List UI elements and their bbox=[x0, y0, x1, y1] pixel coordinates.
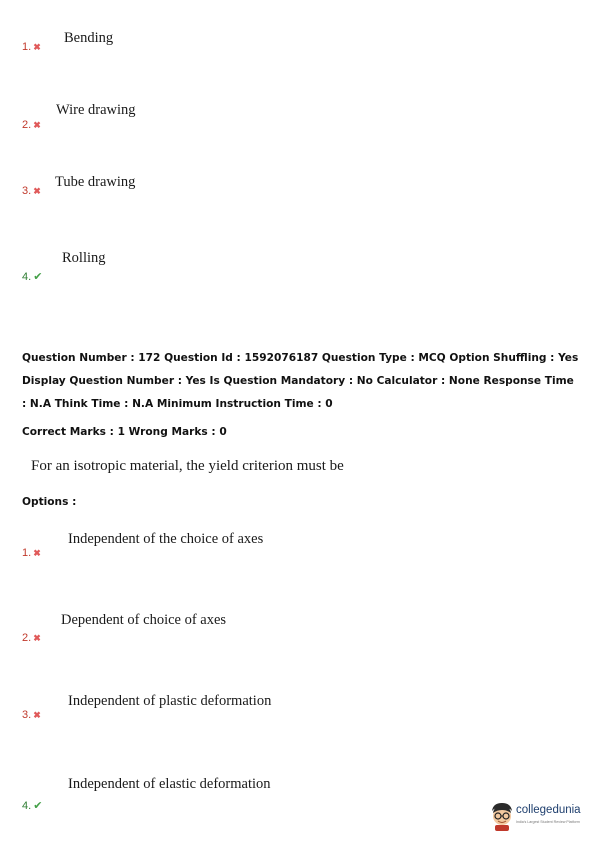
collegedunia-logo bbox=[489, 800, 589, 834]
option-3-number: 3. ✖ bbox=[22, 709, 41, 721]
check-icon: ✔ bbox=[33, 271, 43, 283]
prev-option-1-number: 1. ✖ bbox=[22, 41, 41, 53]
prev-option-2-number: 2. ✖ bbox=[22, 119, 41, 131]
prev-option-3-number: 3. ✖ bbox=[22, 185, 41, 197]
cross-icon: ✖ bbox=[33, 120, 41, 130]
prev-option-4-text: Rolling bbox=[62, 250, 106, 266]
check-icon: ✔ bbox=[33, 800, 43, 812]
prev-option-1-text: Bending bbox=[64, 30, 114, 46]
question-marks: Correct Marks : 1 Wrong Marks : 0 bbox=[22, 426, 227, 438]
mascot-icon bbox=[489, 800, 515, 832]
question-text: For an isotropic material, the yield criterion must be bbox=[31, 458, 344, 474]
option-1-number: 1. ✖ bbox=[22, 547, 41, 559]
prev-option-4-number: 4. ✔ bbox=[22, 271, 43, 283]
cross-icon: ✖ bbox=[33, 710, 41, 720]
question-meta-line-3: : N.A Think Time : N.A Minimum Instruction Time : 0 bbox=[22, 398, 333, 410]
option-4-number: 4. ✔ bbox=[22, 800, 43, 812]
prev-option-2-text: Wire drawing bbox=[56, 102, 136, 118]
option-2-number: 2. ✖ bbox=[22, 632, 41, 644]
cross-icon: ✖ bbox=[33, 548, 41, 558]
question-meta-line-1: Question Number : 172 Question Id : 1592076187 Question Type : MCQ Option Shuffling : Yes bbox=[22, 352, 579, 364]
cross-icon: ✖ bbox=[33, 42, 41, 52]
cross-icon: ✖ bbox=[33, 186, 41, 196]
option-3-text: Independent of plastic deformation bbox=[68, 693, 272, 709]
logo-tagline: India's Largest Student Review Platform bbox=[516, 820, 580, 824]
prev-option-3-text: Tube drawing bbox=[55, 174, 136, 190]
cross-icon: ✖ bbox=[33, 633, 41, 643]
question-meta bbox=[22, 347, 582, 444]
option-1-text: Independent of the choice of axes bbox=[68, 531, 264, 547]
option-2-text: Dependent of choice of axes bbox=[61, 612, 227, 628]
option-4-text: Independent of elastic deformation bbox=[68, 776, 271, 792]
options-label: Options : bbox=[22, 496, 77, 508]
logo-text: collegedunia bbox=[516, 804, 581, 816]
question-meta-line-2: Display Question Number : Yes Is Question Mandatory : No Calculator : None Response Time bbox=[22, 375, 574, 387]
